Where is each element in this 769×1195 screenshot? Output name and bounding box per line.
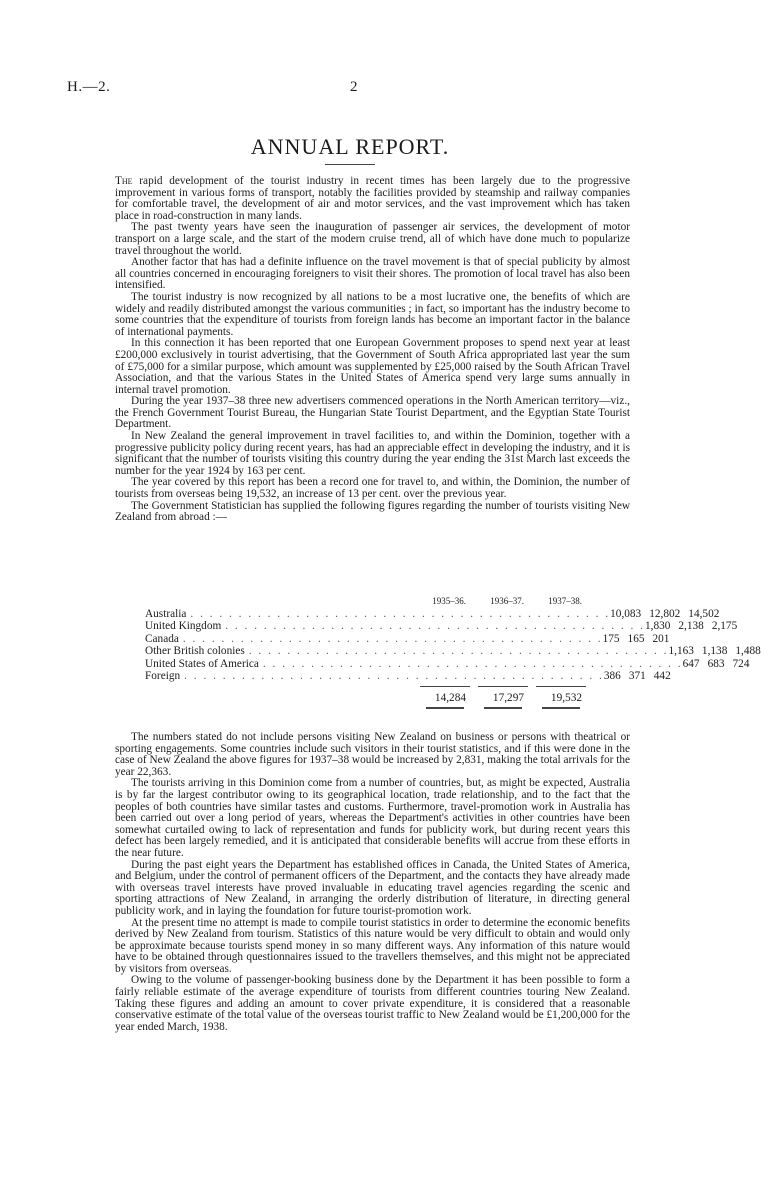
table-row (145, 670, 671, 683)
paragraph: The tourist industry is now recognized by all nations to be a most lucrative one, the benefits of which are widely and readily distributed amongst the various communities ; in fact, so important has the industry become to some countries that the expenditure of tourists from foreign lands has become an important factor in the balance of international payments. (115, 290, 630, 338)
title-underline (325, 164, 375, 165)
country-name: United States of America (145, 657, 259, 670)
body-text-top (115, 176, 630, 524)
paragraph-text: rapid development of the tourist industry in recent times has been largely due to the progressive improvement in various forms of transport, notably the facilities provided by steamship and railway companies for comfortable travel, the development of air and motor services, and the vast improvement which has taken place in road-construction in many lands. (115, 175, 630, 222)
paragraph: In New Zealand the general improvement in travel facilities to, and within the Dominion, together with a progressive publicity policy during recent years, has had an appreciable effect in developing the industry, and it is significant that the number of tourists visiting this country during the year ending the 31st March last exceeds the number for the year 1924 by 163 per cent. (115, 430, 630, 477)
paragraph: Owing to the volume of passenger-booking business done by the Department it has been possible to form a fairly reliable estimate of the average expenditure of tourists from different countries touring New Zealand. Taking these figures and adding an amount to cover private expenditure, it is considered that a reasonable conservative estimate of the total value of the overseas tourist traffic to New Zealand would be £1,200,000 for the year ended March, 1938. (115, 974, 630, 1033)
paragraph: The past twenty years have seen the inauguration of passenger air services, the development of motor transport on a large scale, and the start of the modern cruise trend, all of which have done much to popularize travel throughout the world. (115, 221, 630, 257)
table-row (145, 657, 750, 671)
table-cell: 647 (682, 657, 700, 670)
table-cell: 10,083 (610, 607, 642, 620)
paragraph: Another factor that has had a definite influence on the travel movement is that of special publicity by almost all countries concerned in encouraging foreigners to visit their shores. The promotion of local travel has also been intensified. (115, 256, 630, 292)
table-cell: 2,175 (711, 620, 738, 633)
paragraph: The numbers stated do not include persons visiting New Zealand on business or persons with theatrical or sporting engagements. Some countries include such visitors in their tourist statistics, and if this were done in the case of New Zealand the above figures for 1937–38 would be increased by 2,831, making the total arrivals for the year 22,363. (115, 731, 630, 778)
table-cell: 12,802 (649, 607, 681, 620)
document-reference: H.—2. (67, 79, 111, 95)
paragraph: The tourists arriving in this Dominion come from a number of countries, but, as might be expected, Australia is by far the largest contributor owing to its geographical location, trade relationship, and to the fact that the peoples of both countries have similar tastes and customs. Furthermore, travel-promotion work in Australia has been carried out over a long period of years, whereas the Department's activities in other countries have been somewhat curtailed owing to lack of representation and funds for publicity work, but during recent years this defect has been largely remedied, and it is anticipated that considerable benefits will accrue from these efforts in the near future. (115, 777, 630, 859)
table-total-row (145, 692, 590, 705)
country-name: Canada (145, 632, 179, 645)
table-header-row (145, 595, 590, 608)
country-name: Other British colonies (145, 645, 245, 658)
paragraph: The year covered by this report has been a record one for travel to, and within, the Dominion, the number of tourists from overseas being 19,532, an increase of 13 per cent. over the previous year. (115, 476, 630, 501)
table-cell: 1,488 (735, 645, 761, 658)
table-row (145, 620, 738, 633)
table-cell: 165 (627, 632, 645, 645)
total-cell: 14,284 (434, 691, 466, 704)
table-cell: 1,830 (644, 620, 671, 633)
leader-dots: . . . . . . . . . . . . . . . . . . . . . . . . . . . . . . . . . . . . . . . . . . . . (184, 670, 604, 683)
table-row (145, 645, 761, 658)
leader-dots: . . . . . . . . . . . . . . . . . . . . . . . . . . . . . . . . . . . . . . . . . . . . (248, 645, 669, 658)
table-cell: 724 (732, 657, 750, 670)
table-cell: 442 (653, 670, 671, 683)
table-row (145, 632, 670, 646)
paragraph: At the present time no attempt is made to compile tourist statistics in order to determine the economic benefits derived by New Zealand from tourism. Statistics of this nature would be very difficult to obtain and would only be approximate because tourists spend money in so many different ways. Any information of this nature would have to be obtained through questionnaires issued to the travellers themselves, and this might not be appreciated by visitors from overseas. (115, 916, 630, 975)
year-header: 1937–38. (548, 596, 582, 607)
table-row (145, 607, 720, 621)
total-cell: 17,297 (492, 691, 524, 704)
table-cell: 683 (707, 657, 725, 670)
paragraph: The Government Statistician has supplied the following figures regarding the number of tourists visiting New Zealand from abroad :— (115, 499, 630, 524)
drop-word: The (115, 175, 133, 187)
double-rule (145, 707, 590, 709)
tourist-statistics-table (145, 595, 761, 709)
paragraph: During the year 1937–38 three new advertisers commenced operations in the North American territory—viz., the French Government Tourist Bureau, the Hungarian State Tourist Department, and the Egyptian State Tourist Department. (115, 395, 630, 431)
paragraph: During the past eight years the Department has established offices in Canada, the United States of America, and Belgium, under the control of permanent officers of the Department, and the contacts they have already made with overseas travel interests have proved invaluable in educating travel agencies regarding the scenic and sporting attractions of New Zealand, in arranging the orderly distribution of literature, in directing general publicity work, and in laying the foundation for future tourist-promotion work. (115, 858, 630, 917)
table-cell: 1,163 (668, 645, 694, 658)
body-text-bottom (115, 732, 630, 1033)
report-title: ANNUAL REPORT. (250, 134, 450, 159)
country-name: Foreign (145, 670, 181, 683)
total-cell: 19,532 (550, 691, 582, 704)
leader-dots: . . . . . . . . . . . . . . . . . . . . . . . . . . . . . . . . . . . . . . . . . . . . (190, 607, 611, 620)
table-cell: 201 (652, 632, 670, 645)
table-cell: 2,138 (678, 620, 704, 633)
country-name: United Kingdom (145, 620, 222, 633)
table-cell: 175 (602, 632, 620, 645)
table-cell: 1,138 (701, 645, 728, 658)
table-cell: 14,502 (688, 607, 720, 620)
paragraph (115, 176, 630, 222)
leader-dots: . . . . . . . . . . . . . . . . . . . . . . . . . . . . . . . . . . . . . . . . . . . . (225, 620, 645, 633)
sum-rule (145, 686, 590, 690)
paragraph: In this connection it has been reported that one European Government proposes to spend next year at least £200,000 exclusively in tourist advertising, that the Government of South Africa appropriated last year the sum of £75,000 for a similar purpose, which amount was supplemented by £25,000 raised by the South African Travel Association, and that the various States in the United States of America spend very large sums annually in internal travel promotion. (115, 337, 630, 396)
year-header: 1935–36. (432, 596, 466, 607)
table-cell: 386 (603, 670, 621, 683)
table-cell: 371 (628, 670, 646, 683)
leader-dots: . . . . . . . . . . . . . . . . . . . . . . . . . . . . . . . . . . . . . . . . . . . . (182, 632, 603, 645)
year-header: 1936–37. (490, 596, 524, 607)
page-number: 2 (350, 79, 358, 95)
country-name: Australia (145, 607, 187, 620)
leader-dots: . . . . . . . . . . . . . . . . . . . . . . . . . . . . . . . . . . . . . . . . . . . . (262, 657, 683, 670)
